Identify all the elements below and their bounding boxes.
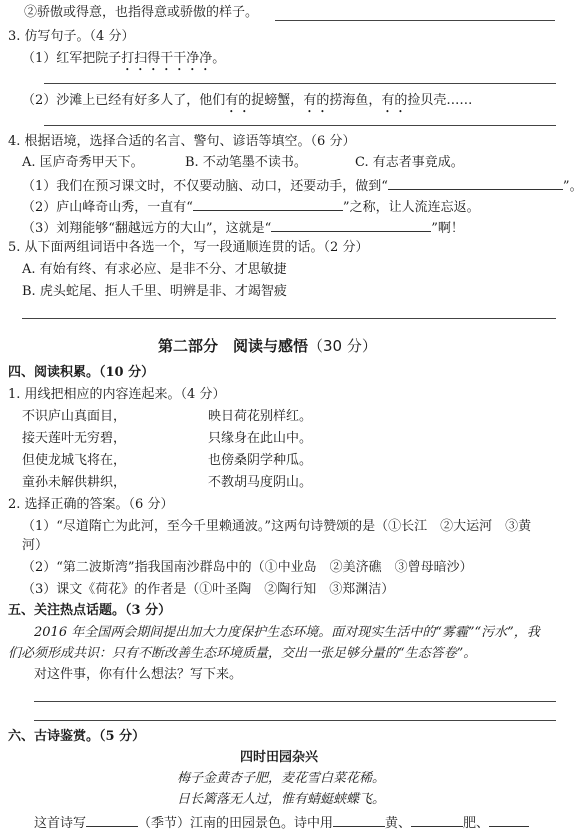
q4-option-c: C. 有志者事竟成。 bbox=[355, 155, 464, 170]
fill-blank[interactable] bbox=[489, 814, 529, 827]
sec4-q1-heading: 1. 用线把相应的内容连起来。（4 分） bbox=[8, 387, 226, 402]
sec6-heading: 六、古诗鉴赏。（5 分） bbox=[8, 729, 146, 744]
fill-blank[interactable] bbox=[388, 177, 563, 190]
poem-line-2: 日长篱落无人过，惟有蜻蜓蛱蝶飞。 bbox=[177, 792, 386, 807]
left-verse[interactable]: 不识庐山真面目， bbox=[22, 409, 127, 424]
q4-item-1: （1）我们在预习课文时，不仅要动脑、动口，还要动手，做到“ ”。 bbox=[22, 179, 583, 194]
definition-line: ②骄傲或得意，也指得意或骄傲的样子。 bbox=[24, 5, 259, 20]
sec5-prompt: 对这件事，你有什么想法？写下来。 bbox=[34, 667, 243, 682]
q3-heading: 3. 仿写句子。（4 分） bbox=[8, 29, 135, 44]
sec5-para-2: 们必须形成共识：只有不断改善生态环境质量，交出一张足够分量的“生态答卷”。 bbox=[8, 646, 477, 661]
sec4-q2-item-1: （1）“尽道隋亡为此河，至今千里赖通波。”这两句诗赞颂的是（①长江 ②大运河 ③黄 bbox=[22, 519, 532, 534]
sec6-question: 这首诗写 （季节）江南的田园景色。诗中用 黄、 肥、 bbox=[34, 814, 529, 832]
q4-item-2: （2）庐山峰奇山秀，一直有“ ”之称，让人流连忘返。 bbox=[22, 200, 480, 215]
left-verse[interactable]: 童孙未解供耕织， bbox=[22, 475, 127, 490]
left-verse[interactable]: 接天莲叶无穷碧， bbox=[22, 431, 127, 446]
sec4-heading: 四、阅读积累。（10 分） bbox=[8, 365, 155, 380]
fill-blank[interactable] bbox=[271, 219, 431, 232]
sec4-q2-item-3: （3）课文《荷花》的作者是（①叶圣陶 ②陶行知 ③郑渊洁） bbox=[22, 582, 395, 597]
sec4-q2-item-1-cont: 河） bbox=[22, 538, 49, 553]
right-verse[interactable]: 映日荷花别样红。 bbox=[208, 409, 313, 424]
q3-sentence-2: （2）沙滩上已经有好多人了，他们有的捉螃蟹，有的捞海鱼，有的捡贝壳…… bbox=[22, 93, 473, 108]
sec5-heading: 五、关注热点话题。（3 分） bbox=[8, 603, 172, 618]
q5-option-a: A. 有始有终、有求必应、是非不分、才思敏捷 bbox=[22, 262, 287, 277]
sec4-q2-heading: 2. 选择正确的答案。（6 分） bbox=[8, 497, 174, 512]
fill-blank[interactable] bbox=[86, 814, 138, 827]
q5-answer-line bbox=[22, 318, 556, 319]
q3-sentence-1: （1）红军把院子打扫得干干净净。 bbox=[22, 51, 226, 66]
q4-option-b: B. 不动笔墨不读书。 bbox=[185, 155, 307, 170]
q4-item-3: （3）刘翔能够“翻越远方的大山”，这就是“ ”啊！ bbox=[22, 221, 464, 236]
part2-title: 第二部分 阅读与感悟（30 分） bbox=[158, 337, 377, 355]
fill-blank[interactable] bbox=[193, 198, 343, 211]
right-verse[interactable]: 也傍桑阴学种瓜。 bbox=[208, 453, 313, 468]
fill-blank[interactable] bbox=[411, 814, 463, 827]
q3-answer-line-2 bbox=[44, 125, 556, 126]
sec5-answer-line-1 bbox=[34, 701, 556, 702]
answer-line bbox=[275, 20, 555, 21]
sec5-answer-line-2 bbox=[34, 720, 556, 721]
right-verse[interactable]: 只缘身在此山中。 bbox=[208, 431, 313, 446]
q5-heading: 5. 从下面两组词语中各选一个，写一段通顺连贯的话。（2 分） bbox=[8, 240, 369, 255]
fill-blank[interactable] bbox=[333, 814, 385, 827]
right-verse[interactable]: 不教胡马度阴山。 bbox=[208, 475, 313, 490]
left-verse[interactable]: 但使龙城飞将在， bbox=[22, 453, 127, 468]
q4-heading: 4. 根据语境，选择合适的名言、警句、谚语等填空。（6 分） bbox=[8, 134, 356, 149]
poem-line-1: 梅子金黄杏子肥，麦花雪白菜花稀。 bbox=[177, 771, 386, 786]
q5-option-b: B. 虎头蛇尾、拒人千里、明辨是非、才竭智疲 bbox=[22, 284, 287, 299]
sec4-q2-item-2: （2）“第二波斯湾”指我国南沙群岛中的（①中业岛 ②美济礁 ③曾母暗沙） bbox=[22, 560, 473, 575]
poem-title: 四时田园杂兴 bbox=[240, 750, 319, 765]
q3-answer-line-1 bbox=[44, 83, 556, 84]
sec5-para-1: 2016 年全国两会期间提出加大力度保护生态环境。面对现实生活中的“雾霾”“污水”，我 bbox=[34, 625, 540, 640]
q4-option-a: A. 匡庐奇秀甲天下。 bbox=[22, 155, 144, 170]
